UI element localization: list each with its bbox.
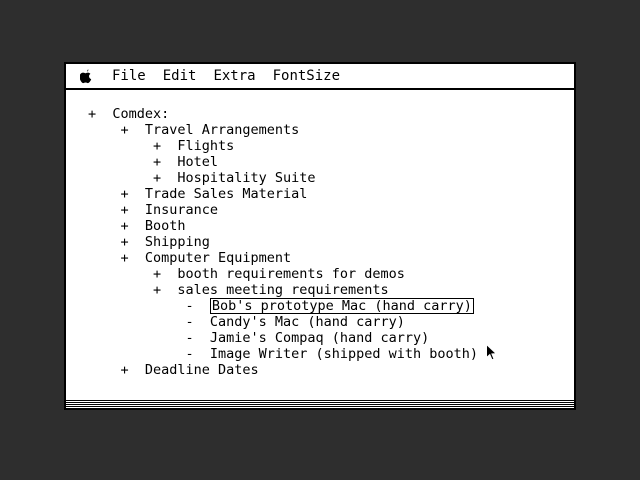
window-shadow-bottom bbox=[70, 410, 580, 414]
menu-item-edit[interactable]: Edit bbox=[162, 68, 197, 84]
outline-row-label[interactable]: Booth bbox=[144, 218, 186, 234]
expand-marker-icon[interactable]: + bbox=[152, 138, 162, 154]
leaf-marker-icon[interactable]: - bbox=[185, 330, 194, 346]
window-shadow-right bbox=[576, 68, 580, 416]
expand-marker-icon[interactable]: + bbox=[120, 250, 129, 266]
expand-marker-icon[interactable]: + bbox=[152, 266, 162, 282]
row-spacer bbox=[129, 202, 145, 218]
window-grow-bar[interactable] bbox=[66, 400, 574, 408]
outline-row[interactable] bbox=[66, 234, 574, 250]
outline-row[interactable] bbox=[66, 314, 574, 330]
outline-row-label[interactable]: Bob's prototype Mac (hand carry) bbox=[211, 298, 472, 314]
outline-row-label[interactable]: Hospitality Suite bbox=[177, 170, 316, 186]
outline-row[interactable] bbox=[66, 298, 574, 314]
expand-marker-icon[interactable]: + bbox=[120, 186, 129, 202]
leaf-marker-icon[interactable]: - bbox=[185, 346, 194, 362]
outline-row-label[interactable]: Candy's Mac (hand carry) bbox=[209, 314, 405, 330]
outline-row[interactable] bbox=[66, 186, 574, 202]
row-spacer bbox=[161, 170, 177, 186]
row-spacer bbox=[129, 122, 145, 138]
expand-marker-icon[interactable]: + bbox=[88, 106, 97, 122]
expand-marker-icon[interactable]: + bbox=[152, 282, 162, 298]
outline-row[interactable] bbox=[66, 170, 574, 186]
row-spacer bbox=[129, 186, 145, 202]
outline-row-label[interactable]: Image Writer (shipped with booth) bbox=[209, 346, 479, 362]
outline-row-label[interactable]: Flights bbox=[177, 138, 235, 154]
row-spacer bbox=[161, 266, 177, 282]
row-spacer bbox=[194, 298, 210, 314]
outline-row-label[interactable]: Travel Arrangements bbox=[144, 122, 300, 138]
apple-icon[interactable] bbox=[80, 68, 94, 84]
outline-row[interactable] bbox=[66, 202, 574, 218]
outline-row[interactable] bbox=[66, 362, 574, 378]
outline-row[interactable] bbox=[66, 154, 574, 170]
menu-item-file[interactable]: File bbox=[112, 68, 146, 84]
outline-row[interactable] bbox=[66, 138, 574, 154]
expand-marker-icon[interactable]: + bbox=[120, 122, 129, 138]
outline-list bbox=[66, 106, 574, 378]
outline-row[interactable] bbox=[66, 250, 574, 266]
outline-row[interactable] bbox=[66, 218, 574, 234]
outline-row[interactable] bbox=[66, 266, 574, 282]
application-window bbox=[64, 62, 576, 410]
outline-row[interactable] bbox=[66, 106, 574, 122]
row-spacer bbox=[161, 138, 177, 154]
expand-marker-icon[interactable]: + bbox=[120, 202, 129, 218]
outline-row-label[interactable]: Insurance bbox=[144, 202, 219, 218]
outline-row[interactable] bbox=[66, 122, 574, 138]
outline-row-label[interactable]: booth requirements for demos bbox=[177, 266, 405, 282]
row-spacer bbox=[129, 362, 145, 378]
mouse-cursor bbox=[486, 344, 498, 362]
outline-row-label[interactable]: Computer Equipment bbox=[144, 250, 292, 266]
outline-row-label[interactable]: Shipping bbox=[144, 234, 210, 250]
outline-row-label[interactable]: Jamie's Compaq (hand carry) bbox=[209, 330, 430, 346]
row-spacer bbox=[129, 234, 145, 250]
row-spacer bbox=[194, 346, 210, 362]
row-spacer bbox=[161, 282, 177, 298]
row-spacer bbox=[129, 250, 145, 266]
row-spacer bbox=[129, 218, 145, 234]
expand-marker-icon[interactable]: + bbox=[120, 218, 129, 234]
row-spacer bbox=[96, 106, 112, 122]
outline-row-label[interactable]: Deadline Dates bbox=[144, 362, 259, 378]
outline-row-label[interactable]: Comdex: bbox=[112, 106, 170, 122]
menu-bar bbox=[66, 64, 574, 90]
row-spacer bbox=[194, 330, 210, 346]
outline-row[interactable] bbox=[66, 282, 574, 298]
outline-row-label[interactable]: Hotel bbox=[177, 154, 218, 170]
row-spacer bbox=[194, 314, 210, 330]
leaf-marker-icon[interactable]: - bbox=[185, 298, 194, 314]
menu-item-extra[interactable]: Extra bbox=[213, 68, 256, 84]
outline-row-label[interactable]: sales meeting requirements bbox=[177, 282, 389, 298]
expand-marker-icon[interactable]: + bbox=[152, 154, 162, 170]
row-spacer bbox=[161, 154, 177, 170]
outline-row-label[interactable]: Trade Sales Material bbox=[144, 186, 308, 202]
expand-marker-icon[interactable]: + bbox=[152, 170, 162, 186]
leaf-marker-icon[interactable]: - bbox=[185, 314, 194, 330]
menu-item-fontsize[interactable]: FontSize bbox=[272, 68, 341, 84]
expand-marker-icon[interactable]: + bbox=[120, 362, 129, 378]
expand-marker-icon[interactable]: + bbox=[120, 234, 129, 250]
